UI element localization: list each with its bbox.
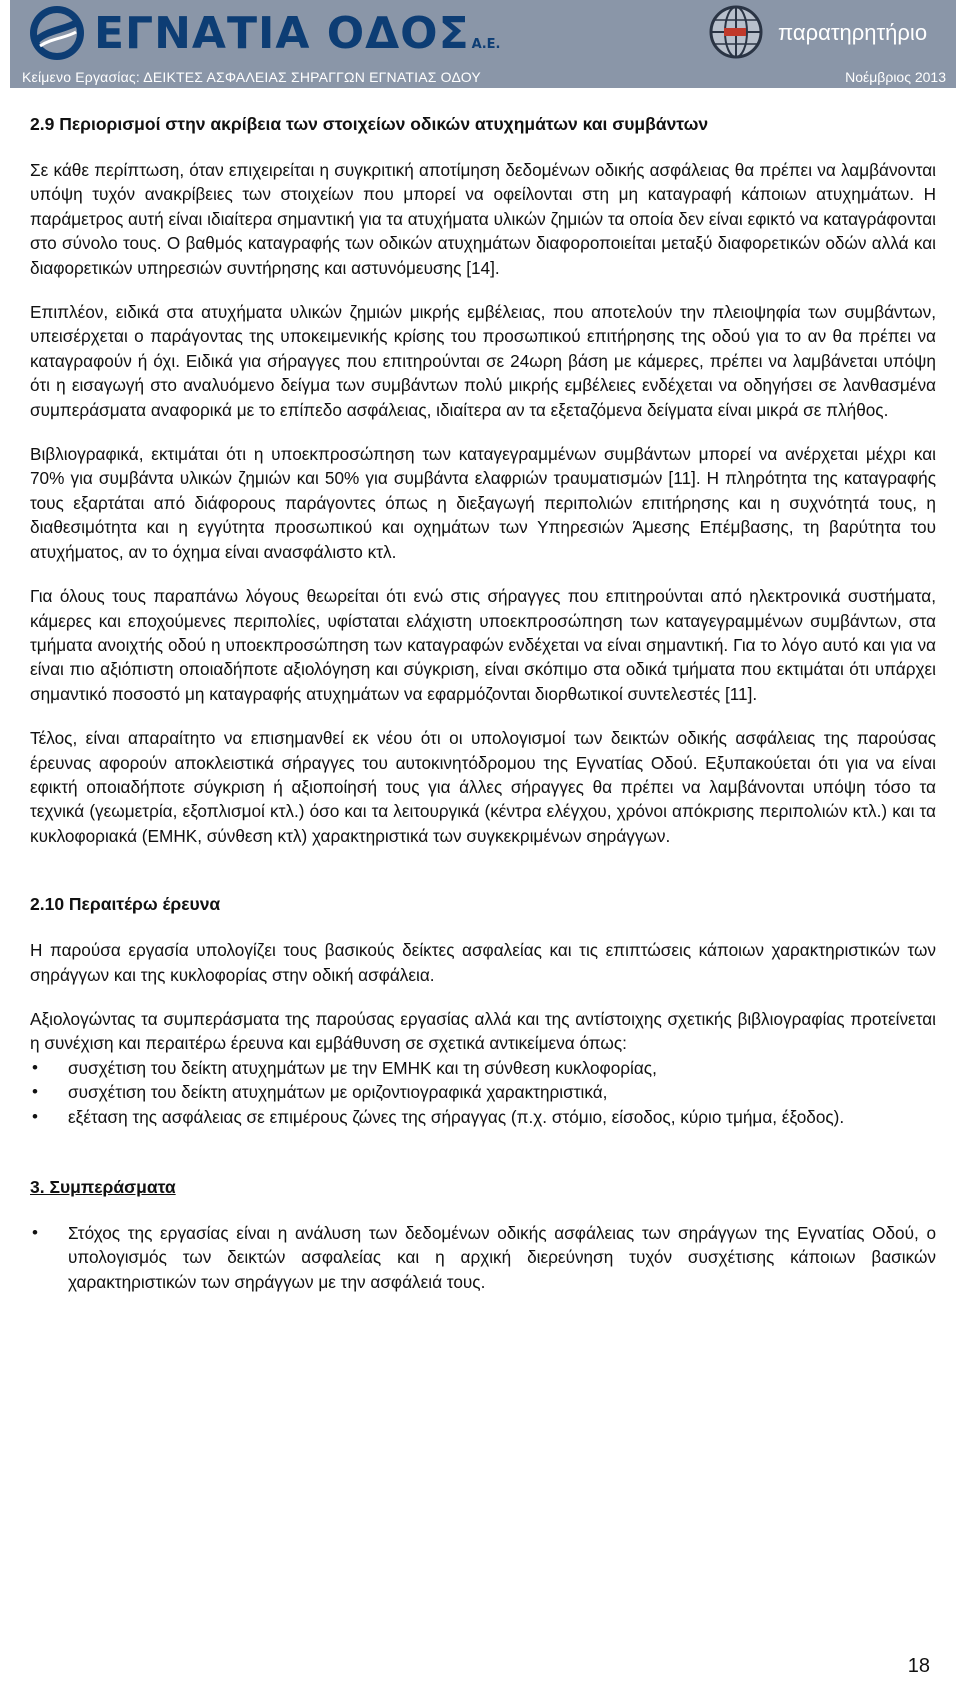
- paragraph: Τέλος, είναι απαραίτητο να επισημανθεί εκ νέου ότι οι υπολογισμοί των δεικτών οδικής ασφάλειας της παρούσας έρευνας αφορούν αποκλειστικά σήραγγες του αυτοκινητόδρομου της Εγνατίας Οδού. Εξυπακούεται ότι για να είναι εφικτή οποιαδήποτε σύγκριση ή αξιοποίησή τους για άλλες σήραγγες θα πρέπει να λαμβάνονται υπόψη τόσο τα τεχνικά (γεωμετρία, εξοπλισμοί κτλ.) όσο και τα λειτουργικά (κέντρα ελέγχου, χρόνοι απόκρισης περιπολιών κτλ.) και τα κυκλοφοριακά (ΕΜΗΚ, σύνθεση κτλ) χαρακτηριστικά των συγκεκριμένων σηράγγων.: [30, 728, 936, 846]
- list-item: [30, 1105, 936, 1129]
- page-content: [30, 112, 936, 1294]
- logo-wordmark: ΕΓΝΑΤΙΑ ΟΔΟΣ: [94, 8, 470, 59]
- section-2-9-heading: 2.9 Περιορισμοί στην ακρίβεια των στοιχείων οδικών ατυχημάτων και συμβάντων: [30, 114, 709, 134]
- logo-suffix: Α.Ε.: [471, 37, 501, 52]
- bullet-icon: •: [32, 1057, 38, 1077]
- egnatia-logo: [28, 4, 501, 62]
- bullet-icon: •: [32, 1223, 38, 1242]
- egnatia-emblem-icon: [28, 4, 86, 62]
- list-item-text: συσχέτιση του δείκτη ατυχημάτων με την ΕΜΗΚ και τη σύνθεση κυκλοφορίας,: [68, 1057, 657, 1078]
- paragraph: Η παρούσα εργασία υπολογίζει τους βασικούς δείκτες ασφαλείας και τις επιπτώσεις κάποιων χαρακτηριστικών των σηράγγων και της κυκλοφορίας στην οδική ασφάλεια.: [30, 940, 936, 985]
- list-item: [30, 1080, 936, 1104]
- header-strip: [10, 66, 956, 88]
- bullet-icon: •: [32, 1106, 38, 1126]
- list-item-text: εξέταση της ασφάλειας σε επιμέρους ζώνες της σήραγγας (π.χ. στόμιο, είσοδος, κύριο τμήμα, έξοδος).: [68, 1106, 845, 1127]
- list-item: [30, 1056, 936, 1080]
- paragraph: Σε κάθε περίπτωση, όταν επιχειρείται η συγκριτική αποτίμηση δεδομένων οδικής ασφάλειας θα πρέπει να λαμβάνονται υπόψη τυχόν ανακρίβειες των στοιχείων που μπορεί να οφείλονται στη μη καταγραφή κάποιων ατυχημάτων. Η παράμετρος αυτή είναι ιδιαίτερα σημαντική για τα ατυχήματα υλικών ζημιών τα οποία δεν είναι εφικτό να καταγράφονται στο σύνολο τους. Ο βαθμός καταγραφής των οδικών ατυχημάτων διαφοροποιείται μεταξύ διαφορετικών οδών αλλά και διαφορετικών υπηρεσιών συντήρησης και αστυνόμευσης [14].: [30, 160, 936, 278]
- paragraph: Για όλους τους παραπάνω λόγους θεωρείται ότι ενώ στις σήραγγες που επιτηρούνται από ηλεκτρονικά συστήματα, κάμερες και εποχούμενες περιπολίες, υφίσταται ελάχιστη υποεκπροσώπηση των καταγεγραμμένων συμβάντων, στα τμήματα ανοιχτής οδού η υποεκπροσώπηση των καταγραφών ενδέχεται να είναι σημαντική. Για το λόγο αυτό και για να είναι πιο αξιόπιστη οποιαδήποτε αξιολόγηση και σύγκριση, είναι σκόπιμο στα οδικά τμήματα που εκτιμάται ότι υπάρχει σημαντικό ποσοστό μη καταγραφής ατυχημάτων να εφαρμόζονται διορθωτικοί συντελεστές [11].: [30, 586, 936, 704]
- bullet-icon: •: [32, 1082, 38, 1102]
- globe-icon: [708, 4, 764, 60]
- observatory-label: παρατηρητήριο: [778, 20, 928, 45]
- further-research-list: [30, 1056, 936, 1129]
- list-item-text: συσχέτιση του δείκτη ατυχημάτων με οριζοντιογραφικά χαρακτηριστικά,: [68, 1082, 608, 1103]
- document-title: Κείμενο Εργασίας: ΔΕΙΚΤΕΣ ΑΣΦΑΛΕΙΑΣ ΣΗΡΑΓΓΩΝ ΕΓΝΑΤΙΑΣ ΟΔΟΥ: [22, 69, 481, 85]
- page-header-banner: [10, 0, 956, 88]
- section-2-10-heading: 2.10 Περαιτέρω έρευνα: [30, 894, 221, 915]
- paragraph: Επιπλέον, ειδικά στα ατυχήματα υλικών ζημιών μικρής εμβέλειας, που αποτελούν την πλειοψηφία των συμβάντων, υπεισέρχεται ο παράγοντας της υποκειμενικής κρίσης του προσωπικού επιτήρησης της οδού για το αν θα πρέπει να καταγραφούν ή όχι. Ειδικά για σήραγγες που επιτηρούνται σε 24ωρη βάση με κάμερες, πρέπει να λαμβάνεται υπόψη ότι η εισαγωγή στο αναλυόμενο δείγμα των συμβάντων πολύ μικρής εμβέλειες ενδέχεται να οδηγήσει σε λανθασμένα συμπεράσματα αναφορικά με το επίπεδο ασφάλειας, ιδιαίτερα αν τα εξεταζόμενα δείγματα είναι μικρά σε πλήθος.: [30, 302, 936, 420]
- paragraph: Βιβλιογραφικά, εκτιμάται ότι η υποεκπροσώπηση των καταγεγραμμένων συμβάντων μπορεί να ανέρχεται μέχρι και 70% για συμβάντα υλικών ζημιών και 50% για συμβάντα ελαφριών τραυματισμών [11]. Η πληρότητα της καταγραφής τους εξαρτάται από διάφορους παράγοντες όπως η διεξαγωγή περιπολιών επιτήρησης και η συχνότητά τους, η διαθεσιμότητα και η εγγύτητα προσωπικού και οχημάτων των Υπηρεσιών Άμεσης Επέμβασης, τη βαρύτητα του ατυχήματος, αν το όχημα είναι ανασφάλιστο κτλ.: [30, 444, 936, 562]
- list-item: [30, 1221, 936, 1294]
- section-3-heading: 3. Συμπεράσματα: [30, 1177, 176, 1197]
- observatory-logo: [708, 2, 948, 64]
- conclusions-list: [30, 1221, 936, 1294]
- list-item-text: Στόχος της εργασίας είναι η ανάλυση των δεδομένων οδικής ασφάλειας των σηράγγων της Εγνατίας Οδού, ο υπολογισμός των δεικτών ασφαλείας και η αρχική διερεύνηση τυχόν συσχέτισης κάποιων βασικών χαρακτηριστικών των σηράγγων με την ασφάλειά τους.: [68, 1223, 936, 1292]
- list-lead-paragraph: Αξιολογώντας τα συμπεράσματα της παρούσας εργασίας αλλά και της αντίστοιχης σχετικής βιβλιογραφίας προτείνεται η συνέχιση και περαιτέρω έρευνα και εμβάθυνση σε σχετικά αντικείμενα όπως:: [30, 1008, 936, 1054]
- page-number: 18: [907, 1655, 930, 1677]
- document-date: Νοέμβριος 2013: [845, 69, 946, 85]
